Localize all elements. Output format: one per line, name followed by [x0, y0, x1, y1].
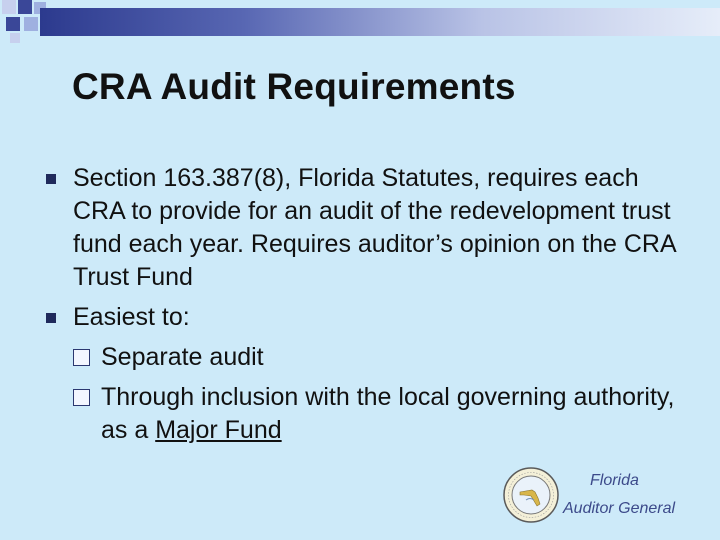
florida-state-seal-icon [502, 466, 560, 524]
bullet-text: Easiest to: [73, 303, 190, 331]
sub-bullet-text: Separate audit [101, 343, 264, 371]
slide-content [40, 162, 680, 447]
sub-bullet-text: Through inclusion with the local governing authority, as a [101, 383, 675, 444]
florida-label: Florida [590, 472, 639, 489]
square-bullet-icon [46, 174, 56, 184]
major-fund-underlined-text: Major Fund [155, 416, 282, 444]
bullet-text: Section 163.387(8), Florida Statutes, requires each CRA to provide for an audit of the redevelopment trust fund each year. Requires auditor’s opinion on the CRA Trust Fund [73, 164, 676, 291]
checkbox-bullet-icon [73, 389, 90, 406]
bullet-item [40, 162, 680, 294]
square-bullet-icon [46, 313, 56, 323]
sub-bullet-item [73, 341, 680, 374]
header-gradient-bar [40, 8, 720, 36]
bullet-item [40, 301, 680, 334]
slide-title: CRA Audit Requirements [72, 66, 516, 107]
sub-bullet-item [73, 381, 680, 447]
auditor-general-label: Auditor General [563, 500, 676, 517]
checkbox-bullet-icon [73, 349, 90, 366]
